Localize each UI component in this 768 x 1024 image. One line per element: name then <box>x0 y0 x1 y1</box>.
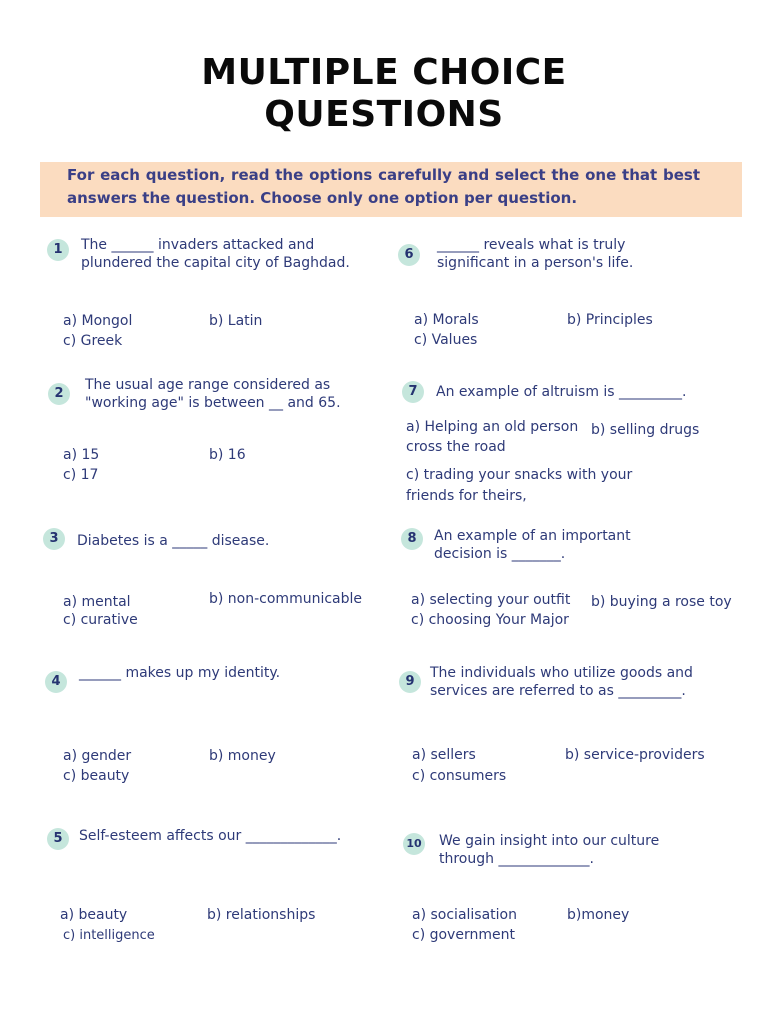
question-number-5: 5 <box>47 828 69 850</box>
question-3-option-c[interactable]: c) curative <box>63 612 138 628</box>
question-2-option-c[interactable]: c) 17 <box>63 467 99 483</box>
question-text-3: Diabetes is a _____ disease. <box>77 533 270 549</box>
title-line-2: QUESTIONS <box>264 94 504 135</box>
question-number-2: 2 <box>48 383 70 405</box>
question-number-6: 6 <box>398 244 420 266</box>
question-text-9: The individuals who utilize goods and services are referred to as _________. <box>430 665 693 699</box>
question-number-7: 7 <box>402 381 424 403</box>
question-10-option-b[interactable]: b)money <box>567 907 630 923</box>
question-9-option-c[interactable]: c) consumers <box>412 768 507 784</box>
question-2-option-a[interactable]: a) 15 <box>63 447 100 463</box>
page-title <box>0 52 768 136</box>
question-8-option-c[interactable]: c) choosing Your Major <box>411 612 569 628</box>
question-5-option-a[interactable]: a) beauty <box>60 907 128 923</box>
question-10-option-a[interactable]: a) socialisation <box>412 907 517 923</box>
question-1-option-a[interactable]: a) Mongol <box>63 313 133 329</box>
question-9-option-b[interactable]: b) service-providers <box>565 747 705 763</box>
question-text-2: The usual age range considered as "working age" is between __ and 65. <box>85 377 341 411</box>
question-text-10: We gain insight into our culture through _____________. <box>439 833 660 867</box>
question-1-option-b[interactable]: b) Latin <box>209 313 263 329</box>
question-4-option-b[interactable]: b) money <box>209 748 276 764</box>
question-text-6: ______ reveals what is truly significant in a person's life. <box>437 237 634 271</box>
question-6-option-b[interactable]: b) Principles <box>567 312 653 328</box>
question-6-option-a[interactable]: a) Morals <box>414 312 479 328</box>
question-1-option-c[interactable]: c) Greek <box>63 333 123 349</box>
question-text-8: An example of an important decision is _______. <box>434 528 631 562</box>
question-2-option-b[interactable]: b) 16 <box>209 447 246 463</box>
question-text-4: ______ makes up my identity. <box>79 665 281 681</box>
question-number-4: 4 <box>45 671 67 693</box>
question-7-option-c[interactable]: c) trading your snacks with your friends for theirs, <box>406 467 633 504</box>
question-7-option-b[interactable]: b) selling drugs <box>591 422 700 438</box>
instructions-box: For each question, read the options carefully and select the one that best answers the question. Choose only one option per question. <box>40 162 742 217</box>
question-number-1: 1 <box>47 239 69 261</box>
question-number-9: 9 <box>399 671 421 693</box>
question-5-option-c[interactable]: c) intelligence <box>63 928 155 943</box>
question-7-option-a[interactable]: a) Helping an old person cross the road <box>406 419 579 455</box>
question-5-option-b[interactable]: b) relationships <box>207 907 316 923</box>
question-number-3: 3 <box>43 528 65 550</box>
question-text-5: Self-esteem affects our _____________. <box>79 828 342 844</box>
question-number-10: 10 <box>403 833 425 855</box>
question-8-option-b[interactable]: b) buying a rose toy <box>591 594 732 610</box>
question-text-1: The ______ invaders attacked and plundered the capital city of Baghdad. <box>81 237 350 271</box>
question-10-option-c[interactable]: c) government <box>412 927 515 943</box>
question-6-option-c[interactable]: c) Values <box>414 332 478 348</box>
question-4-option-c[interactable]: c) beauty <box>63 768 130 784</box>
question-4-option-a[interactable]: a) gender <box>63 748 132 764</box>
question-3-option-b[interactable]: b) non-communicable <box>209 591 363 607</box>
question-number-8: 8 <box>401 528 423 550</box>
title-line-1: MULTIPLE CHOICE <box>201 52 567 93</box>
question-9-option-a[interactable]: a) sellers <box>412 747 476 763</box>
question-8-option-a[interactable]: a) selecting your outfit <box>411 592 571 608</box>
question-text-7: An example of altruism is _________. <box>436 384 687 400</box>
question-3-option-a[interactable]: a) mental <box>63 594 131 610</box>
